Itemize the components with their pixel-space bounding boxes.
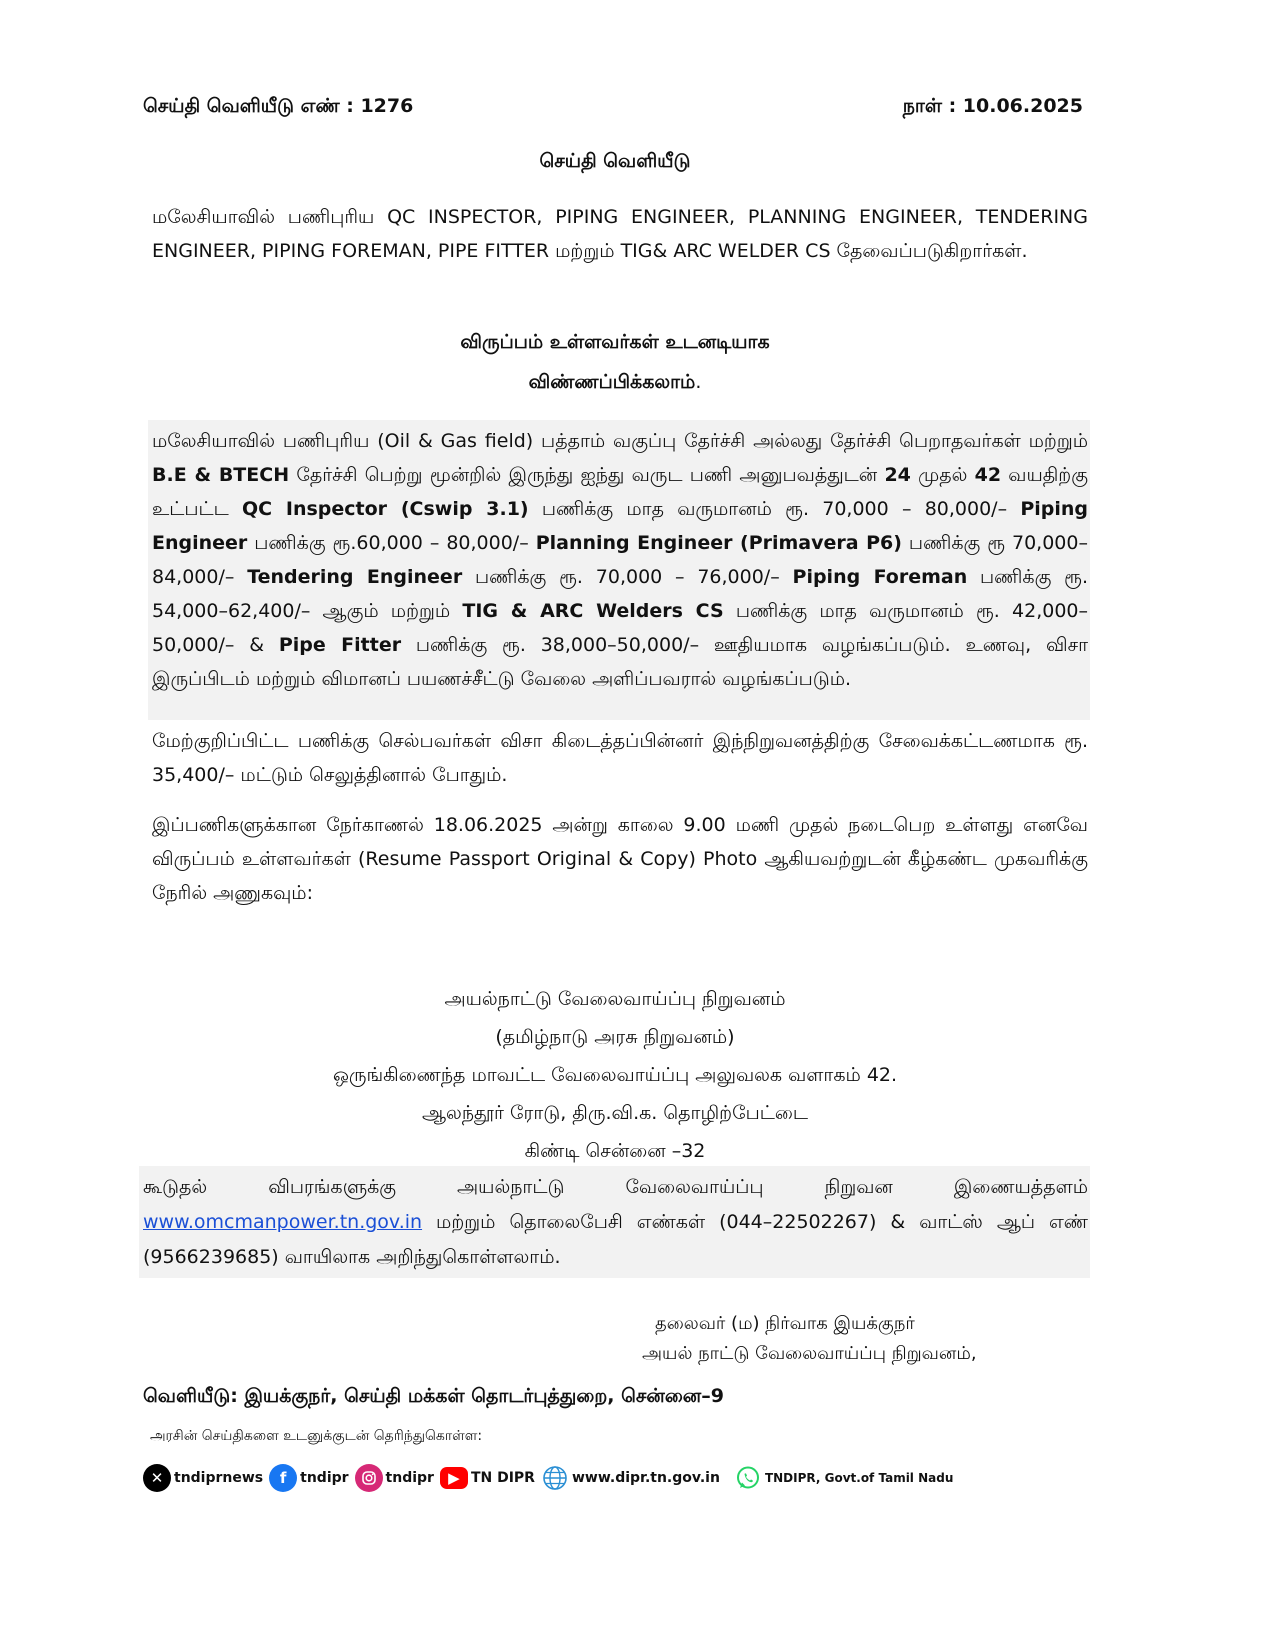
follow-text: அரசின் செய்திகளை உடனுக்குடன் தெரிந்துகொள்ள: [150, 1428, 483, 1444]
social-website[interactable] [541, 1464, 720, 1492]
signature-title: தலைவர் (ம) நிர்வாக இயக்குநர் [655, 1313, 915, 1334]
social-facebook[interactable] [269, 1464, 348, 1492]
contact-text: கூடுதல் விபரங்களுக்கு அயல்நாட்டு வேலைவாய்ப்பு நிறுவன இணையத்தளம் [143, 1176, 1088, 1198]
details-bold: Piping Engineer [152, 498, 1088, 554]
release-number: செய்தி வெளியீடு எண் : 1276 [143, 95, 414, 117]
details-bold: B.E & BTECH [152, 464, 290, 486]
details-text: பணிக்கு மாத வருமானம் ரூ. 70,000 – 80,000/– [528, 498, 1021, 520]
social-label: TN DIPR [470, 1470, 535, 1486]
youtube-icon: ▶ [440, 1467, 468, 1489]
details-text: பணிக்கு ரூ. 38,000–50,000/– ஊதியமாக வழங்கப்படும். உணவு, விசா இருப்பிடம் மற்றும் விமானப் பயணச்சீட்டு வேலை அளிப்பவரால் வழங்கப்படும். [152, 634, 1089, 690]
contact-paragraph [139, 1166, 1090, 1278]
social-label: www.dipr.tn.gov.in [571, 1470, 720, 1486]
address-line: அயல்நாட்டு வேலைவாய்ப்பு நிறுவனம் [444, 988, 786, 1010]
social-youtube[interactable] [440, 1467, 535, 1489]
apply-notice-dot: . [695, 371, 702, 393]
details-text: பணிக்கு ரூ 70,000–84,000/– [152, 532, 1088, 588]
apply-notice [0, 322, 1230, 402]
details-bold: 24 [884, 464, 911, 486]
details-text: பணிக்கு மாத வருமானம் ரூ. 42,000–50,000/– & [152, 600, 1089, 656]
issued-by: வெளியீடு: இயக்குநர், செய்தி மக்கள் தொடர்புத்துறை, சென்னை–9 [143, 1385, 724, 1407]
address-line: (தமிழ்நாடு அரசு நிறுவனம்) [495, 1026, 735, 1048]
address-line: கிண்டி சென்னை –32 [524, 1140, 706, 1162]
page-title: செய்தி வெளியீடு [539, 150, 691, 172]
details-text: மலேசியாவில் பணிபுரிய (Oil & Gas field) பத்தாம் வகுப்பு தேர்ச்சி அல்லது தேர்ச்சி பெறாதவர்கள் மற்றும் [152, 430, 1088, 452]
social-x[interactable] [143, 1464, 263, 1492]
globe-icon [541, 1464, 569, 1492]
signature-org: அயல் நாட்டு வேலைவாய்ப்பு நிறுவனம், [642, 1343, 977, 1364]
details-bold: Planning Engineer (Primavera P6) [535, 532, 902, 554]
social-label: TNDIPR, Govt.of Tamil Nadu [764, 1471, 954, 1485]
release-date: நாள் : 10.06.2025 [902, 95, 1083, 117]
social-label: tndiprnews [174, 1470, 264, 1486]
social-label: tndipr [385, 1470, 434, 1486]
details-text: பணிக்கு ரூ.60,000 – 80,000/– [247, 532, 536, 554]
details-text: பணிக்கு ரூ. 54,000–62,400/– ஆகும் மற்றும் [152, 566, 1088, 622]
apply-notice-line1: விருப்பம் உள்ளவர்கள் உடனடியாக [460, 331, 770, 353]
social-bar [143, 1464, 953, 1492]
job-details-paragraph [148, 420, 1090, 720]
intro-paragraph: மலேசியாவில் பணிபுரிய QC INSPECTOR, PIPING ENGINEER, PLANNING ENGINEER, TENDERING ENGINEER, PIPING FOREMAN, PIPE FITTER மற்றும் TIG& ARC WELDER CS தேவைப்படுகிறார்கள். [152, 206, 1088, 262]
details-bold: Tendering Engineer [247, 566, 463, 588]
address-line: ஆலந்தூர் ரோடு, திரு.வி.க. தொழிற்பேட்டை [422, 1102, 808, 1124]
contact-text: மற்றும் தொலைபேசி எண்கள் (044–22502267) & வாட்ஸ் ஆப் எண் (9566239685) வாயிலாக அறிந்துகொள்ளலாம். [143, 1211, 1088, 1268]
social-instagram[interactable] [355, 1464, 434, 1492]
instagram-icon [355, 1464, 383, 1492]
details-text: பணிக்கு ரூ. 70,000 – 76,000/– [462, 566, 793, 588]
whatsapp-icon [734, 1464, 762, 1492]
website-link[interactable]: www.omcmanpower.tn.gov.in [143, 1211, 423, 1233]
details-bold: 42 [974, 464, 1002, 486]
details-text: தேர்ச்சி பெற்று மூன்றில் இருந்து ஐந்து வருட பணி அனுபவத்துடன் [289, 464, 885, 486]
service-fee-paragraph: மேற்குறிப்பிட்ட பணிக்கு செல்பவர்கள் விசா கிடைத்தப்பின்னர் இந்நிறுவனத்திற்கு சேவைக்கட்டணமாக ரூ. 35,400/– மட்டும் செலுத்தினால் போதும். [152, 730, 1088, 786]
social-whatsapp[interactable] [734, 1464, 953, 1492]
apply-notice-line2: விண்ணப்பிக்கலாம் [528, 371, 696, 393]
details-bold: Pipe Fitter [278, 634, 402, 656]
details-bold: QC Inspector (Cswip 3.1) [241, 498, 529, 520]
details-bold: TIG & ARC Welders CS [462, 600, 724, 622]
x-icon: ✕ [143, 1464, 171, 1492]
interview-paragraph: இப்பணிகளுக்கான நேர்காணல் 18.06.2025 அன்று காலை 9.00 மணி முதல் நடைபெற உள்ளது எனவே விருப்பம் உள்ளவர்கள் (Resume Passport Original & Copy) Photo ஆகியவற்றுடன் கீழ்கண்ட முகவரிக்கு நேரில் அணுகவும்: [152, 814, 1088, 904]
address-line: ஒருங்கிணைந்த மாவட்ட வேலைவாய்ப்பு அலுவலக வளாகம் 42. [332, 1064, 898, 1086]
address-block [0, 980, 1230, 1170]
details-text: முதல் [910, 464, 975, 486]
details-text: வயதிற்கு உட்பட்ட [152, 464, 1089, 520]
facebook-icon: f [269, 1464, 297, 1492]
details-bold: Piping Foreman [792, 566, 968, 588]
social-label: tndipr [300, 1470, 349, 1486]
